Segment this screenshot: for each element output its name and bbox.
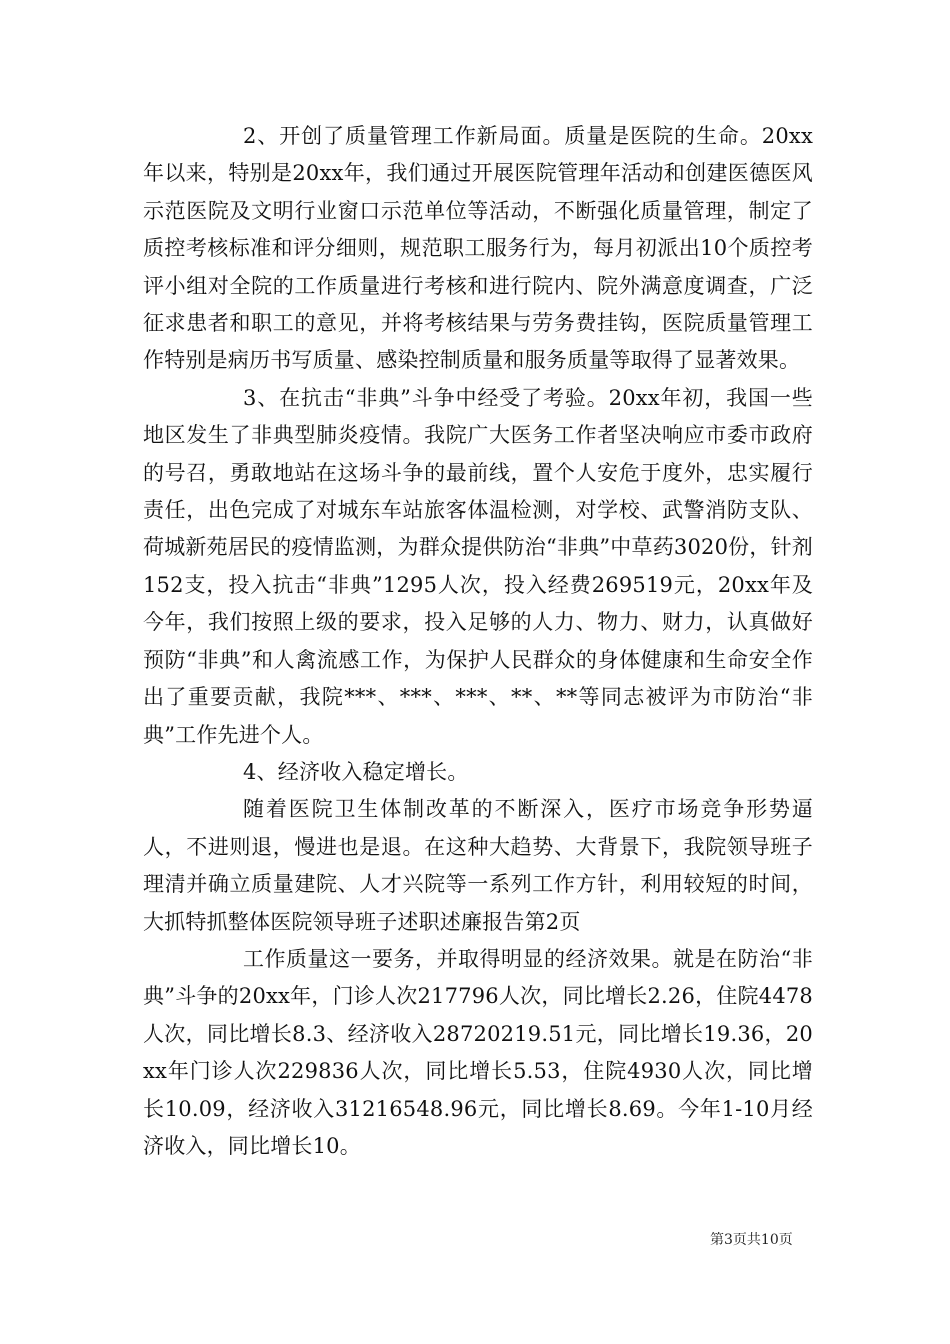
paragraph-income-statistics: 工作质量这一要务，并取得明显的经济效果。就是在防治“非典”斗争的20xx年，门诊人次217796人次，同比增长2.26，住院4478人次，同比增长8.3、经济收入28720219.51元，同比增长19.36，20xx年门诊人次229836人次，同比增长5.53，住院4930人次，同比增长10.09，经济收入31216548.96元，同比增长8.69。今年1-10月经济收入，同比增长10。 bbox=[143, 946, 813, 1158]
paragraph-reform-context: 随着医院卫生体制改革的不断深入，医疗市场竞争形势逼人，不进则退，慢进也是退。在这种大趋势、大背景下，我院领导班子理清并确立质量建院、人才兴院等一系列工作方针，利用较短的时间，大抓特抓整体医院领导班子述职述廉报告第2页 bbox=[143, 797, 813, 934]
paragraph-sars-response: 3、在抗击“非典”斗争中经受了考验。20xx年初，我国一些地区发生了非典型肺炎疫情。我院广大医务工作者坚决响应市委市政府的号召，勇敢地站在这场斗争的最前线，置个人安危于度外，忠实履行责任，出色完成了对城东车站旅客体温检测，对学校、武警消防支队、荷城新苑居民的疫情监测，为群众提供防治“非典”中草药3020份，针剂152支，投入抗击“非典”1295人次，投入经费269519元，20xx年及今年，我们按照上级的要求，投入足够的人力、物力、财力，认真做好预防“非典”和人禽流感工作，为保护人民群众的身体健康和生命安全作出了重要贡献，我院***、***、***、**、**等同志被评为市防治“非典”工作先进个人。 bbox=[143, 385, 813, 747]
page-number-footer: 第3页共10页 bbox=[710, 1232, 793, 1248]
paragraph-income-heading: 4、经济收入稳定增长。 bbox=[243, 759, 469, 784]
document-body bbox=[143, 118, 813, 1165]
paragraph-quality-management: 2、开创了质量管理工作新局面。质量是医院的生命。20xx年以来，特别是20xx年，我们通过开展医院管理年活动和创建医德医风示范医院及文明行业窗口示范单位等活动，不断强化质量管理，制定了质控考核标准和评分细则，规范职工服务行为，每月初派出10个质控考评小组对全院的工作质量进行考核和进行院内、院外满意度调查，广泛征求患者和职工的意见，并将考核结果与劳务费挂钩，医院质量管理工作特别是病历书写质量、感染控制质量和服务质量等取得了显著效果。 bbox=[143, 124, 813, 373]
